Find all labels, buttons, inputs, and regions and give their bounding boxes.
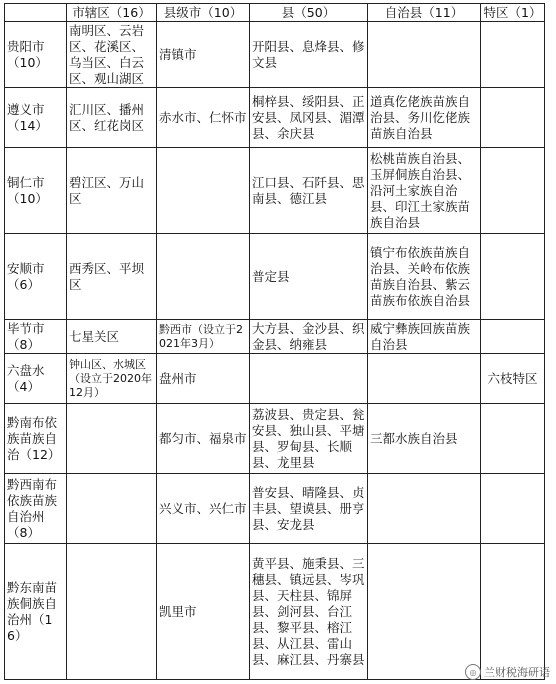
wechat-logo-icon: ◎ [465, 664, 481, 680]
county-cities-cell: 都匀市、福泉市 [157, 404, 250, 474]
header-row [5, 4, 545, 22]
table-row [5, 474, 545, 544]
county-cities-cell: 兴义市、兴仁市 [157, 474, 250, 544]
table-row [5, 404, 545, 474]
county-cities-cell: 凯里市 [157, 544, 250, 680]
header-districts: 市辖区（16） [67, 4, 157, 22]
table-row [5, 544, 545, 680]
table-row [5, 88, 545, 148]
special-cell [481, 22, 545, 88]
counties-cell: 大方县、金沙县、织金县、纳雍县 [250, 320, 368, 354]
special-cell [481, 320, 545, 354]
autonomous-cell [368, 354, 481, 404]
header-counties: 县（50） [250, 4, 368, 22]
autonomous-cell: 松桃苗族自治县、玉屏侗族自治县、沿河土家族自治县、印江土家族苗族自治县 [368, 148, 481, 234]
city-cell: 毕节市（8） [5, 320, 67, 354]
table-row [5, 22, 545, 88]
county-table [4, 3, 545, 680]
districts-cell: 南明区、云岩区、花溪区、乌当区、白云区、观山湖区 [67, 22, 157, 88]
autonomous-cell: 威宁彝族回族苗族自治县 [368, 320, 481, 354]
city-cell: 黔东南苗族侗族自治州（16） [5, 544, 67, 680]
counties-cell: 开阳县、息烽县、修文县 [250, 22, 368, 88]
counties-cell: 江口县、石阡县、思南县、德江县 [250, 148, 368, 234]
districts-cell [67, 544, 157, 680]
counties-cell: 普安县、晴隆县、贞丰县、望谟县、册亨县、安龙县 [250, 474, 368, 544]
counties-cell [250, 354, 368, 404]
table-row [5, 354, 545, 404]
table-row [5, 320, 545, 354]
county-cities-cell: 清镇市 [157, 22, 250, 88]
county-cities-cell: 盘州市 [157, 354, 250, 404]
autonomous-cell: 三都水族自治县 [368, 404, 481, 474]
autonomous-cell: 道真仡佬族苗族自治县、务川仡佬族苗族自治县 [368, 88, 481, 148]
county-cities-cell: 赤水市、仁怀市 [157, 88, 250, 148]
counties-cell: 桐梓县、绥阳县、正安县、凤冈县、湄潭县、余庆县 [250, 88, 368, 148]
autonomous-cell: 镇宁布依族苗族自治县、关岭布依族苗族自治县、紫云苗族布依族自治县 [368, 234, 481, 320]
city-cell: 黔西南布依族苗族自治州（8） [5, 474, 67, 544]
header-corner [5, 4, 67, 22]
special-cell [481, 234, 545, 320]
city-cell: 铜仁市（10） [5, 148, 67, 234]
table-row [5, 148, 545, 234]
header-autonomous: 自治县（11） [368, 4, 481, 22]
city-cell: 六盘水（4） [5, 354, 67, 404]
counties-cell: 黄平县、施秉县、三穗县、镇远县、岑巩县、天柱县、锦屏县、剑河县、台江县、黎平县、榕江县、从江县、雷山县、麻江县、丹寨县 [250, 544, 368, 680]
districts-cell: 汇川区、播州区、红花岗区 [67, 88, 157, 148]
counties-cell: 普定县 [250, 234, 368, 320]
autonomous-cell [368, 22, 481, 88]
county-cities-cell: 黔西市（设立于2021年3月） [157, 320, 250, 354]
special-cell: 六枝特区 [481, 354, 545, 404]
districts-cell: 碧江区、万山区 [67, 148, 157, 234]
special-cell [481, 404, 545, 474]
special-cell [481, 88, 545, 148]
districts-cell: 钟山区、水城区（设立于2020年12月） [67, 354, 157, 404]
districts-cell: 七星关区 [67, 320, 157, 354]
county-cities-cell [157, 234, 250, 320]
city-cell: 安顺市（6） [5, 234, 67, 320]
special-cell [481, 148, 545, 234]
city-cell: 黔南布依族苗族自治（12） [5, 404, 67, 474]
counties-cell: 荔波县、贵定县、瓮安县、独山县、平塘县、罗甸县、长顺县、龙里县 [250, 404, 368, 474]
districts-cell [67, 474, 157, 544]
autonomous-cell [368, 544, 481, 680]
autonomous-cell [368, 474, 481, 544]
table-row [5, 234, 545, 320]
watermark [465, 664, 550, 680]
city-cell: 贵阳市（10） [5, 22, 67, 88]
city-cell: 遵义市（14） [5, 88, 67, 148]
county-cities-cell [157, 148, 250, 234]
special-cell [481, 474, 545, 544]
header-county-cities: 县级市（10） [157, 4, 250, 22]
districts-cell [67, 404, 157, 474]
special-cell [481, 544, 545, 680]
districts-cell: 西秀区、平坝区 [67, 234, 157, 320]
watermark-text: 兰财税海研语 [484, 666, 550, 679]
header-special: 特区（1） [481, 4, 545, 22]
